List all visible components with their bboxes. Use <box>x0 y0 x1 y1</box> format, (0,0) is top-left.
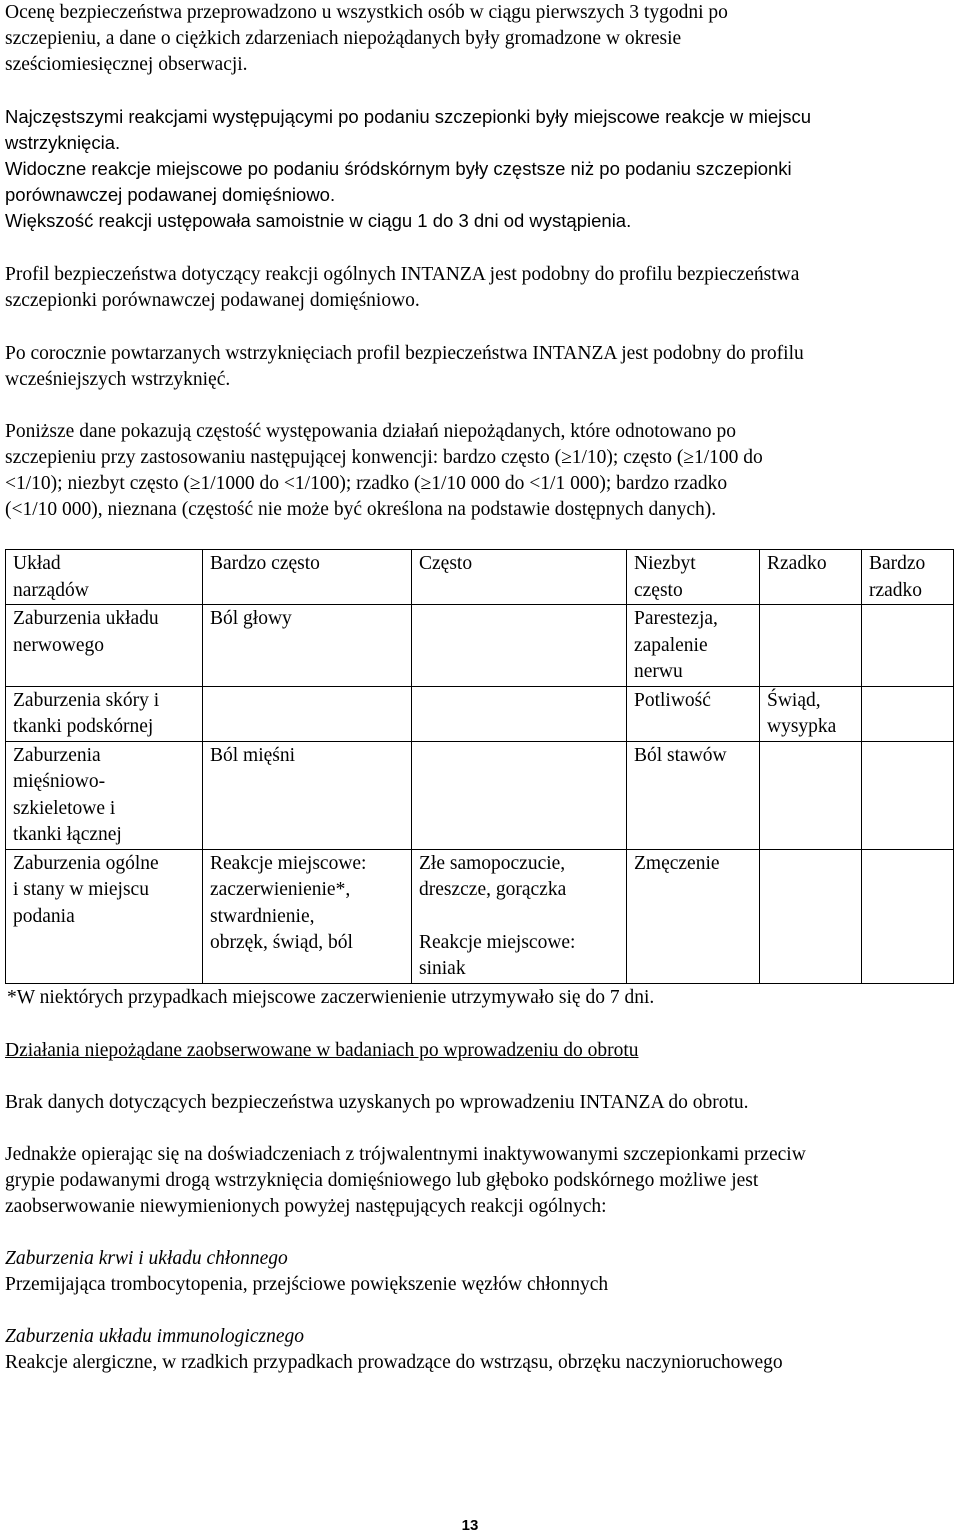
table-footnote: *W niektórych przypadkach miejscowe zaczerwienienie utrzymywało się do 7 dni. <box>7 987 655 1008</box>
cell-uncommon: Parestezja, zapalenie nerwu <box>627 605 760 687</box>
cell-very-common: Ból mięśni <box>203 741 412 849</box>
repeat-profile-line: wcześniejszych wstrzyknięć. <box>5 369 231 390</box>
intro-line: Ocenę bezpieczeństwa przeprowadzono u wszystkich osób w ciągu pierwszych 3 tygodni po <box>5 2 728 23</box>
page-number: 13 <box>461 1517 479 1534</box>
postmarketing-heading: Działania niepożądane zaobserwowane w badaniach po wprowadzeniu do obrotu <box>5 1040 639 1061</box>
cell-organ-system: Zaburzenia ogólne i stany w miejscu podania <box>6 849 203 983</box>
frequency-line: szczepieniu przy zastosowaniu następującej konwencji: bardzo często (≥1/10); często (≥1/100 do <box>5 447 763 468</box>
cell-very-rare <box>862 849 954 983</box>
blood-disorders-heading: Zaburzenia krwi i układu chłonnego <box>5 1248 288 1269</box>
header-cell-very-common: Bardzo często <box>203 550 412 605</box>
cell-rare <box>760 849 862 983</box>
table-header-row <box>6 550 954 605</box>
cell-uncommon: Potliwość <box>627 686 760 741</box>
cell-very-common <box>203 686 412 741</box>
cell-very-common: Ból głowy <box>203 605 412 687</box>
blood-disorders-text: Przemijająca trombocytopenia, przejściowe powiększenie węzłów chłonnych <box>5 1274 609 1295</box>
intro-paragraph <box>5 0 950 78</box>
table-row <box>6 605 954 687</box>
experience-paragraph <box>5 1142 950 1220</box>
local-reactions-line: porównawczej podawanej domięśniowo. <box>5 184 336 205</box>
experience-line: Jednakże opierając się na doświadczeniach z trójwalentnymi inaktywowanymi szczepionkami przeciw <box>5 1144 806 1165</box>
frequency-line: <1/10); niezbyt często (≥1/1000 do <1/100); rzadko (≥1/10 000 do <1/1 000); bardzo rzadko <box>5 473 728 494</box>
general-profile-line: szczepionki porównawczej podawanej domięśniowo. <box>5 290 420 311</box>
experience-line: grypie podawanymi drogą wstrzyknięcia domięśniowego lub głęboko podskórnego możliwe jest <box>5 1170 759 1191</box>
cell-common <box>412 605 627 687</box>
intro-line: szczepieniu, a dane o ciężkich zdarzeniach niepożądanych były gromadzone w okresie <box>5 28 682 49</box>
blood-disorders-block <box>5 1246 950 1298</box>
repeat-profile-line: Po corocznie powtarzanych wstrzyknięciach profil bezpieczeństwa INTANZA jest podobny do profilu <box>5 343 804 364</box>
local-reactions-paragraph <box>5 104 950 234</box>
adverse-reactions-table <box>5 549 954 984</box>
cell-very-rare <box>862 605 954 687</box>
cell-rare <box>760 605 862 687</box>
frequency-line: Poniższe dane pokazują częstość występowania działań niepożądanych, które odnotowano po <box>5 421 736 442</box>
table-row <box>6 686 954 741</box>
cell-very-rare <box>862 686 954 741</box>
table-row <box>6 741 954 849</box>
header-cell-uncommon: Niezbyt często <box>627 550 760 605</box>
local-reactions-line: Większość reakcji ustępowała samoistnie w ciągu 1 do 3 dni od wystąpienia. <box>5 210 632 231</box>
no-data-paragraph: Brak danych dotyczących bezpieczeństwa uzyskanych po wprowadzeniu INTANZA do obrotu. <box>5 1092 749 1113</box>
immune-disorders-heading: Zaburzenia układu immunologicznego <box>5 1326 304 1347</box>
cell-organ-system: Zaburzenia mięśniowo- szkieletowe i tkanki łącznej <box>6 741 203 849</box>
header-cell-common: Często <box>412 550 627 605</box>
header-cell-very-rare: Bardzo rzadko <box>862 550 954 605</box>
cell-common <box>412 741 627 849</box>
cell-organ-system: Zaburzenia skóry i tkanki podskórnej <box>6 686 203 741</box>
cell-very-common: Reakcje miejscowe: zaczerwienienie*, stwardnienie, obrzęk, świąd, ból <box>203 849 412 983</box>
intro-line: sześciomiesięcznej obserwacji. <box>5 54 248 75</box>
repeat-profile-paragraph <box>5 341 950 393</box>
cell-uncommon: Ból stawów <box>627 741 760 849</box>
experience-line: zaobserwowanie niewymienionych powyżej następujących reakcji ogólnych: <box>5 1196 607 1217</box>
immune-disorders-text: Reakcje alergiczne, w rzadkich przypadkach prowadzące do wstrząsu, obrzęku naczynioruchowego <box>5 1352 783 1373</box>
table-row <box>6 849 954 983</box>
local-reactions-line: wstrzyknięcia. <box>5 132 121 153</box>
general-profile-paragraph <box>5 262 950 314</box>
frequency-convention-paragraph <box>5 419 950 523</box>
local-reactions-line: Widoczne reakcje miejscowe po podaniu śródskórnym były częstsze niż po podaniu szczepionki <box>5 158 792 179</box>
cell-very-rare <box>862 741 954 849</box>
immune-disorders-block <box>5 1324 950 1376</box>
cell-uncommon: Zmęczenie <box>627 849 760 983</box>
cell-common: Złe samopoczucie, dreszcze, gorączka Reakcje miejscowe: siniak <box>412 849 627 983</box>
frequency-line: (<1/10 000), nieznana (częstość nie może być określona na podstawie dostępnych danych). <box>5 499 717 520</box>
header-cell-organ-system: Układ narządów <box>6 550 203 605</box>
local-reactions-line: Najczęstszymi reakcjami występującymi po podaniu szczepionki były miejscowe reakcje w miejscu <box>5 106 812 127</box>
cell-rare: Świąd, wysypka <box>760 686 862 741</box>
general-profile-line: Profil bezpieczeństwa dotyczący reakcji ogólnych INTANZA jest podobny do profilu bezpieczeństwa <box>5 264 800 285</box>
header-cell-rare: Rzadko <box>760 550 862 605</box>
cell-organ-system: Zaburzenia układu nerwowego <box>6 605 203 687</box>
cell-common <box>412 686 627 741</box>
cell-rare <box>760 741 862 849</box>
